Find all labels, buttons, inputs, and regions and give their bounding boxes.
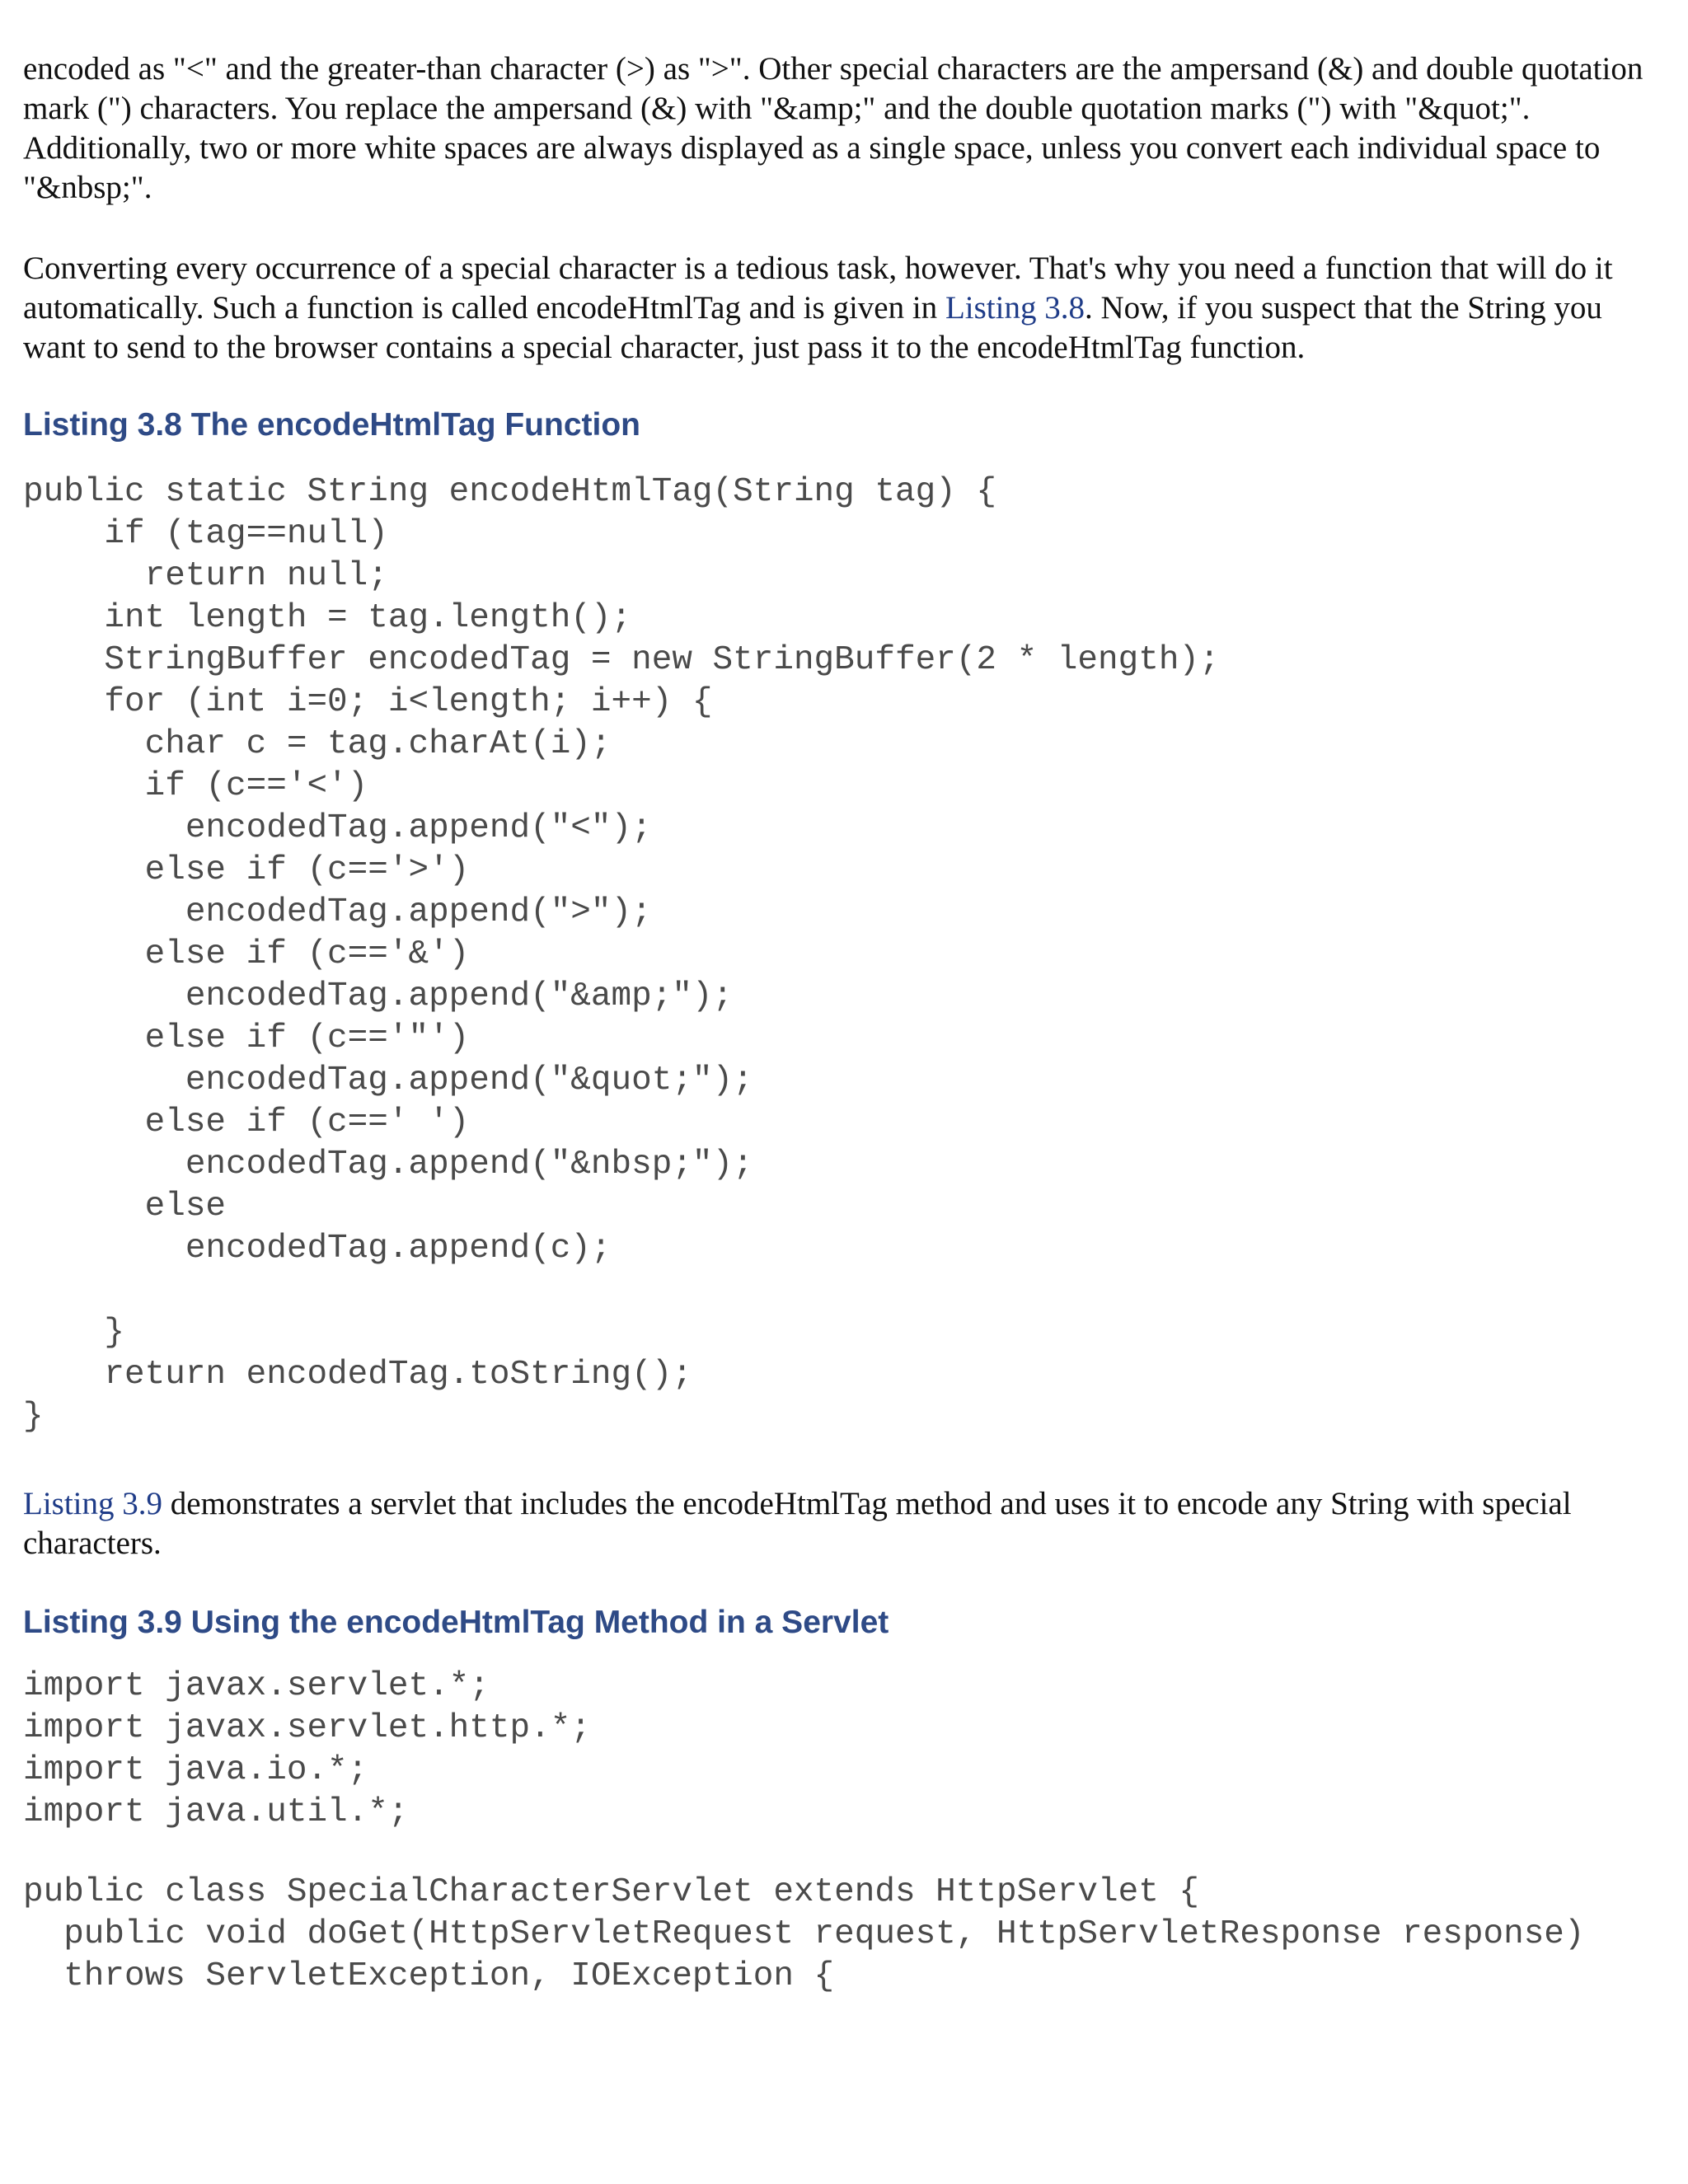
- listing-3-9-code: public class SpecialCharacterServlet extends HttpServlet { public void doGet(HttpServletRequest request, HttpServletResponse response) throws ServletException, IOException {: [23, 1873, 1585, 1995]
- document-page: [23, 49, 1663, 1998]
- listing-3-9-title: Listing 3.9 Using the encodeHtmlTag Method in a Servlet: [23, 1605, 889, 1640]
- explanation-text-start: Converting every occurrence of a special character is a tedious task, however. That's why you need a function that will do it automatically. Such a function is called encodeHtmlTag and is given in: [23, 251, 1613, 326]
- explanation-text-end: . Now, if you suspect that the String you want to send to the browser contains a special character, just pass it to the encodeHtmlTag function.: [23, 290, 1602, 365]
- servlet-intro-text: demonstrates a servlet that includes the encodeHtmlTag method and uses it to encode any String with special characters.: [23, 1486, 1572, 1561]
- listing-3-8-code: public static String encodeHtmlTag(String tag) { if (tag==null) return null; int length = tag.length(); StringBuffer encodedTag = new StringBuffer(2 * length); for (int i=0; i<length; i++) { char c = tag.charAt(i); if (c=='<') encodedTag.append("<"); else if (c=='>') encodedTag.append(">"); else if (c=='&') encodedTag.append("&amp;"); else if (c=='"') encodedTag.append("&quot;"); else if (c==' ') encodedTag.append("&nbsp;"); else encodedTag.append(c); } return encodedTag.toString(); }: [23, 473, 1220, 1436]
- listing-3-9-imports: import javax.servlet.*; import javax.servlet.http.*; import java.io.*; import java.util.*;: [23, 1667, 591, 1831]
- intro-paragraph: encoded as "<" and the greater-than character (>) as ">". Other special characters are the ampersand (&) and double quotation mark (") characters. You replace the ampersand (&) with "&amp;" and the double quotation marks (") with "&quot;". Additionally, two or more white spaces are always displayed as a single space, unless you convert each individual space to "&nbsp;".: [23, 51, 1643, 205]
- listing-3-9-link[interactable]: Listing 3.9: [23, 1486, 163, 1521]
- listing-3-8-title: Listing 3.8 The encodeHtmlTag Function: [23, 407, 640, 443]
- explanation-paragraph: [23, 249, 1663, 368]
- servlet-intro-paragraph: [23, 1484, 1663, 1563]
- listing-3-8-link[interactable]: Listing 3.8: [945, 290, 1085, 326]
